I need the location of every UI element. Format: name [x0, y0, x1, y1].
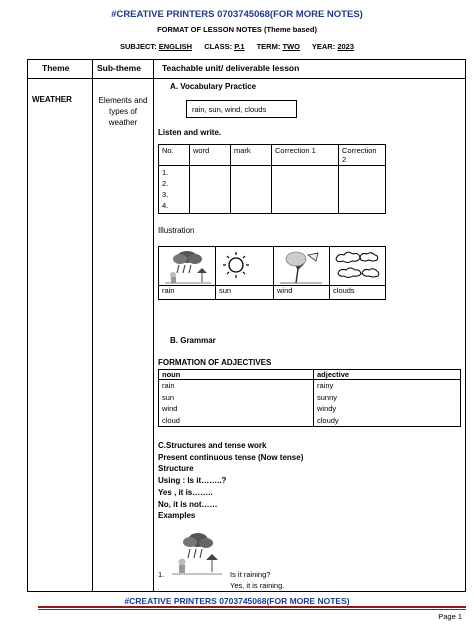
adjective-cell: [314, 380, 461, 427]
col-no: No.: [159, 145, 190, 166]
class-value: P.1: [234, 42, 245, 51]
col-correction-1: Correction 1: [272, 145, 339, 166]
tense-title: Present continuous tense (Now tense): [158, 452, 304, 462]
year-value: 2023: [337, 42, 355, 51]
vocabulary-words: rain, sun, wind, clouds: [192, 104, 267, 114]
format-title: FORMAT OF LESSON NOTES (Theme based): [157, 25, 317, 34]
column-divider: [153, 59, 154, 592]
example-question: Is it raining?: [230, 570, 271, 579]
rain-cloud-icon: [168, 530, 224, 578]
page-number: Page 1: [438, 612, 462, 621]
adjective-item: rainy: [317, 381, 334, 390]
unit-header: Teachable unit/ deliverable lesson: [162, 63, 300, 73]
header-row-divider: [27, 78, 466, 79]
noun-item: cloud: [162, 415, 180, 425]
brand-header: #CREATIVE PRINTERS 0703745068(FOR MORE NOTES): [111, 9, 363, 20]
vocabulary-title: A. Vocabulary Practice: [170, 82, 257, 91]
correction-2-cell[interactable]: [339, 166, 386, 214]
noun-item: sun: [162, 392, 175, 402]
theme-header: Theme: [42, 63, 70, 73]
clouds-picture: [330, 246, 386, 286]
example-text: [230, 569, 284, 591]
subtheme-header: Sub-theme: [97, 63, 141, 73]
column-divider: [92, 59, 93, 592]
adjective-item: sunny: [317, 392, 338, 402]
col-word: word: [190, 145, 231, 166]
structure-label: Structure: [158, 464, 194, 474]
examples-label: Examples: [158, 511, 196, 521]
grammar-title: B. Grammar: [170, 336, 216, 345]
noun-item: wind: [162, 404, 178, 413]
number-2: 2.: [162, 179, 169, 188]
using-line: Using : Is it……..?: [158, 476, 227, 486]
subject-value: ENGLISH: [158, 42, 193, 51]
subject-label: SUBJECT:: [119, 42, 157, 51]
sun-icon: [216, 247, 272, 285]
adjectives-title: FORMATION OF ADJECTIVES: [158, 358, 272, 367]
example-number: 1.: [158, 570, 165, 579]
adjective-item: windy: [317, 404, 337, 413]
structures-title: C.Structures and tense work: [158, 441, 267, 450]
col-correction-2: Correction 2: [339, 145, 386, 166]
example-answer: Yes, it is raining.: [230, 581, 285, 590]
listen-table: [158, 144, 386, 214]
yes-line: Yes , it is……..: [158, 487, 213, 497]
subtheme-value: Elements and types of weather: [98, 96, 148, 127]
number-3: 3.: [162, 190, 169, 199]
number-4: 4.: [162, 201, 169, 210]
rain-picture: [158, 246, 216, 286]
sun-picture: [216, 246, 274, 286]
adjective-item: cloudy: [317, 415, 339, 425]
wind-label: wind: [274, 286, 330, 300]
footer-rule: [38, 606, 466, 608]
class-label: CLASS:: [204, 42, 233, 51]
lesson-meta: [0, 42, 474, 51]
noun-header: noun: [159, 370, 314, 380]
structures-block: [158, 440, 303, 522]
clouds-icon: [330, 247, 384, 285]
noun-cell: [159, 380, 314, 427]
listen-title: Listen and write.: [158, 128, 222, 137]
sun-label: sun: [216, 286, 274, 300]
rain-cloud-icon: [159, 247, 215, 285]
term-label: TERM:: [256, 42, 281, 51]
rain-label: rain: [158, 286, 216, 300]
wind-picture: [274, 246, 330, 286]
example-picture: [168, 530, 224, 583]
correction-1-cell[interactable]: [272, 166, 339, 214]
theme-value: WEATHER: [32, 95, 72, 104]
illustration-grid: [158, 246, 386, 300]
footer-rule: [38, 609, 466, 610]
illustration-title: Illustration: [158, 226, 195, 235]
adjective-header: adjective: [314, 370, 461, 380]
year-label: YEAR:: [311, 42, 336, 51]
adjectives-table: [158, 369, 461, 427]
number-1: 1.: [162, 168, 169, 177]
noun-item: rain: [162, 381, 175, 390]
row-numbers: [159, 166, 190, 214]
brand-footer: #CREATIVE PRINTERS 0703745068(FOR MORE NOTES): [124, 596, 350, 606]
vocabulary-box: [186, 100, 297, 118]
col-mark: mark: [231, 145, 272, 166]
term-value: TWO: [282, 42, 300, 51]
word-cell[interactable]: [190, 166, 231, 214]
wind-tree-icon: [274, 247, 328, 285]
clouds-label: clouds: [330, 286, 386, 300]
mark-cell[interactable]: [231, 166, 272, 214]
no-line: No, it is not……: [158, 499, 218, 509]
